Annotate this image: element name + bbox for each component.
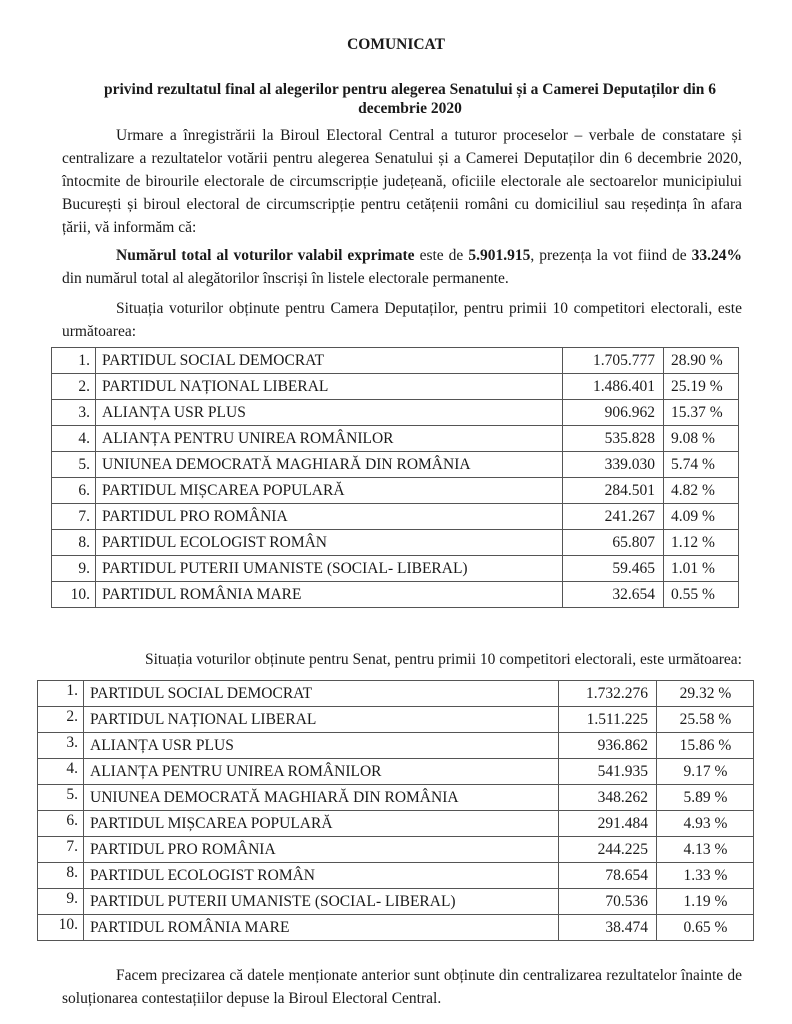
turnout-value: 33.24% [691, 247, 742, 264]
intro-text: Urmare a înregistrării la Biroul Electoral Central a tuturor proceselor – verbale de constatare și centralizare a rezultatelor votării pentru alegerea Senatului și a Camerei Deputaților din 6 decembrie 2020, întocmite de birourile electorale de circumscripție județeană, oficiile electorale ale sectoarelor municipiului București și biroul electoral de circumscripție pentru cetățenii români cu domiciliul sau reședința în afara țării, vă informăm că: [62, 127, 742, 236]
vote-percent: 25.19 % [664, 374, 739, 400]
votes-count: 38.474 [559, 915, 657, 941]
senate-results-table [37, 680, 754, 941]
table-row [38, 759, 754, 785]
party-name: ALIANȚA PENTRU UNIREA ROMÂNILOR [84, 759, 559, 785]
votes-count: 535.828 [563, 426, 664, 452]
party-name: PARTIDUL ECOLOGIST ROMÂN [84, 863, 559, 889]
vote-percent: 15.86 % [657, 733, 754, 759]
table-row [38, 915, 754, 941]
party-name: PARTIDUL SOCIAL DEMOCRAT [96, 348, 563, 374]
party-name: PARTIDUL PUTERII UMANISTE (SOCIAL- LIBERAL) [96, 556, 563, 582]
votes-count: 284.501 [563, 478, 664, 504]
party-name: PARTIDUL ROMÂNIA MARE [96, 582, 563, 608]
vote-percent: 5.74 % [664, 452, 739, 478]
party-name: PARTIDUL ROMÂNIA MARE [84, 915, 559, 941]
document-title: COMUNICAT [347, 36, 445, 53]
party-name: PARTIDUL NAȚIONAL LIBERAL [84, 707, 559, 733]
row-number: 10. [52, 582, 96, 608]
votes-count: 59.465 [563, 556, 664, 582]
table-row [52, 400, 739, 426]
votes-count: 32.654 [563, 582, 664, 608]
chamber-intro-text: Situația voturilor obținute pentru Camera Deputaților, pentru primii 10 competitori electorali, este următoarea: [62, 300, 742, 340]
table-row [52, 478, 739, 504]
vote-percent: 29.32 % [657, 681, 754, 707]
row-number: 1. [52, 348, 96, 374]
row-number: 6. [38, 811, 84, 837]
votes-count: 241.267 [563, 504, 664, 530]
vote-percent: 4.93 % [657, 811, 754, 837]
intro-paragraph [62, 124, 742, 239]
party-name: ALIANȚA USR PLUS [96, 400, 563, 426]
party-name: PARTIDUL PUTERII UMANISTE (SOCIAL- LIBERAL) [84, 889, 559, 915]
row-number: 4. [38, 759, 84, 785]
party-name: PARTIDUL NAȚIONAL LIBERAL [96, 374, 563, 400]
votes-count: 1.511.225 [559, 707, 657, 733]
votes-count: 1.732.276 [559, 681, 657, 707]
senate-intro: Situația voturilor obținute pentru Senat, pentru primii 10 competitori electorali, este următoarea: [144, 651, 742, 668]
vote-percent: 9.17 % [657, 759, 754, 785]
totals-text-1: este de [414, 247, 469, 264]
row-number: 4. [52, 426, 96, 452]
row-number: 5. [38, 785, 84, 811]
votes-count: 78.654 [559, 863, 657, 889]
table-row [38, 837, 754, 863]
row-number: 3. [52, 400, 96, 426]
votes-count: 65.807 [563, 530, 664, 556]
totals-paragraph [62, 244, 742, 290]
vote-percent: 15.37 % [664, 400, 739, 426]
votes-count: 291.484 [559, 811, 657, 837]
table-row [38, 785, 754, 811]
chamber-results-table [51, 347, 739, 608]
vote-percent: 25.58 % [657, 707, 754, 733]
table-row [52, 426, 739, 452]
table-row [52, 582, 739, 608]
vote-percent: 4.09 % [664, 504, 739, 530]
party-name: UNIUNEA DEMOCRATĂ MAGHIARĂ DIN ROMÂNIA [96, 452, 563, 478]
row-number: 2. [38, 707, 84, 733]
vote-percent: 1.19 % [657, 889, 754, 915]
votes-count: 70.536 [559, 889, 657, 915]
closing-text: Facem precizarea că datele menționate anterior sunt obținute din centralizarea rezultatelor înainte de soluționarea contestațiilor depuse la Biroul Electoral Central. [62, 967, 742, 1007]
vote-percent: 1.12 % [664, 530, 739, 556]
votes-count: 244.225 [559, 837, 657, 863]
row-number: 9. [52, 556, 96, 582]
votes-count: 936.862 [559, 733, 657, 759]
vote-percent: 4.13 % [657, 837, 754, 863]
votes-count: 339.030 [563, 452, 664, 478]
table-row [38, 733, 754, 759]
table-row [52, 556, 739, 582]
row-number: 5. [52, 452, 96, 478]
row-number: 9. [38, 889, 84, 915]
row-number: 8. [38, 863, 84, 889]
row-number: 10. [38, 915, 84, 941]
totals-text-2: , prezența la vot fiind de [530, 247, 692, 264]
vote-percent: 0.55 % [664, 582, 739, 608]
party-name: PARTIDUL PRO ROMÂNIA [84, 837, 559, 863]
vote-percent: 28.90 % [664, 348, 739, 374]
table-row [38, 863, 754, 889]
vote-percent: 9.08 % [664, 426, 739, 452]
vote-percent: 0.65 % [657, 915, 754, 941]
vote-percent: 1.01 % [664, 556, 739, 582]
vote-percent: 4.82 % [664, 478, 739, 504]
closing-paragraph [62, 964, 742, 1010]
table-row [38, 707, 754, 733]
row-number: 7. [38, 837, 84, 863]
votes-count: 541.935 [559, 759, 657, 785]
vote-percent: 5.89 % [657, 785, 754, 811]
table-row [52, 504, 739, 530]
vote-percent: 1.33 % [657, 863, 754, 889]
table-row [52, 348, 739, 374]
totals-text-3: din numărul total al alegătorilor înscriși în listele electorale permanente. [62, 270, 509, 287]
table-row [52, 374, 739, 400]
chamber-intro [62, 297, 742, 343]
party-name: UNIUNEA DEMOCRATĂ MAGHIARĂ DIN ROMÂNIA [84, 785, 559, 811]
party-name: PARTIDUL PRO ROMÂNIA [96, 504, 563, 530]
party-name: PARTIDUL SOCIAL DEMOCRAT [84, 681, 559, 707]
party-name: ALIANȚA USR PLUS [84, 733, 559, 759]
row-number: 7. [52, 504, 96, 530]
table-row [38, 889, 754, 915]
votes-count: 906.962 [563, 400, 664, 426]
row-number: 2. [52, 374, 96, 400]
table-row [38, 681, 754, 707]
total-votes-value: 5.901.915 [468, 247, 531, 264]
party-name: PARTIDUL ECOLOGIST ROMÂN [96, 530, 563, 556]
party-name: PARTIDUL MIȘCAREA POPULARĂ [96, 478, 563, 504]
table-row [38, 811, 754, 837]
totals-lead: Numărul total al voturilor valabil exprimate [116, 247, 415, 264]
table-row [52, 452, 739, 478]
table-row [52, 530, 739, 556]
row-number: 6. [52, 478, 96, 504]
row-number: 8. [52, 530, 96, 556]
row-number: 1. [38, 681, 84, 707]
votes-count: 348.262 [559, 785, 657, 811]
party-name: PARTIDUL MIȘCAREA POPULARĂ [84, 811, 559, 837]
document-subtitle: privind rezultatul final al alegerilor pentru alegerea Senatului și a Camerei Deputaților din 6 decembrie 2020 [103, 81, 717, 117]
party-name: ALIANȚA PENTRU UNIREA ROMÂNILOR [96, 426, 563, 452]
row-number: 3. [38, 733, 84, 759]
votes-count: 1.705.777 [563, 348, 664, 374]
votes-count: 1.486.401 [563, 374, 664, 400]
